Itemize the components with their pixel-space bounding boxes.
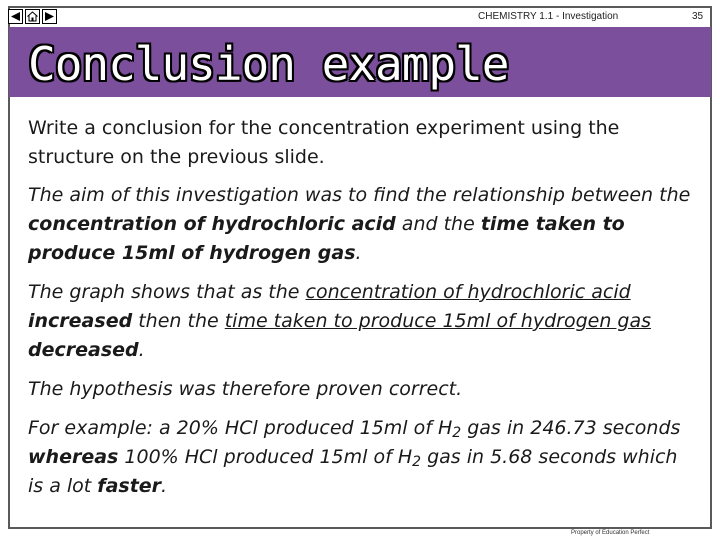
graph-trend-decreased: decreased (28, 339, 139, 361)
graph-paragraph (28, 278, 696, 365)
example-subscript-2: 2 (412, 454, 422, 470)
example-text-g: . (161, 475, 168, 497)
intro-text: Write a conclusion for the concentration experiment using the structure on the previous slide. (28, 117, 620, 168)
graph-text-i: . (138, 339, 145, 361)
example-subscript-1: 2 (452, 425, 462, 441)
home-button[interactable] (25, 9, 40, 24)
aim-paragraph (28, 181, 696, 268)
nav-controls (8, 9, 57, 24)
hypothesis-paragraph: The hypothesis was therefore proven correct. (28, 378, 463, 400)
forward-button[interactable] (42, 9, 57, 24)
graph-text-e: then the (132, 310, 225, 332)
aim-text-a: The aim of this investigation was to find the relationship between the (28, 184, 691, 206)
slide-title: Conclusion example (28, 37, 509, 91)
graph-variable-dependent: time taken to produce 15ml of hydrogen gas (224, 310, 652, 332)
example-text-e: gas in 5.68 seconds which is a lot (28, 446, 678, 497)
course-label: CHEMISTRY 1.1 - Investigation (478, 11, 619, 22)
slide-content (28, 114, 696, 501)
example-paragraph (28, 414, 696, 501)
aim-variable-dependent: time taken to produce 15ml of hydrogen gas (28, 213, 625, 264)
example-faster: faster (97, 475, 162, 497)
back-button[interactable] (8, 9, 23, 24)
graph-variable-independent: concentration of hydrochloric acid (305, 281, 631, 303)
forward-icon (44, 11, 55, 22)
example-text-d: 100% HCl produced 15ml of H (118, 446, 413, 468)
graph-trend-increased: increased (28, 310, 133, 332)
aim-variable-independent: concentration of hydrochloric acid (28, 213, 396, 235)
page-number: 35 (692, 11, 704, 22)
example-text-a: For example: a 20% HCl produced 15ml of H (28, 417, 453, 439)
home-icon (27, 11, 38, 22)
footer-credit: Property of Education Perfect (571, 530, 650, 536)
example-whereas: whereas (28, 446, 119, 468)
graph-text-a: The graph shows that as the (28, 281, 306, 303)
example-text-b: gas in 246.73 seconds (461, 417, 681, 439)
back-icon (10, 11, 21, 22)
aim-text-c: and the (395, 213, 481, 235)
aim-text-e: . (355, 242, 362, 264)
